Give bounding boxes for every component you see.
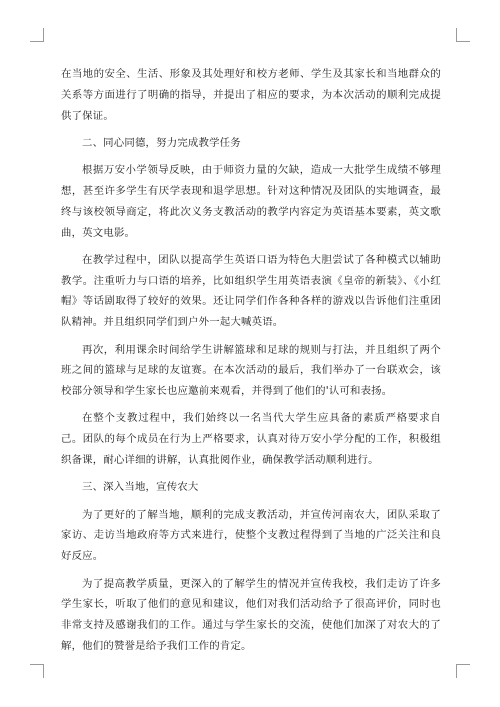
crop-mark-bottom-right (456, 664, 470, 678)
paragraph: 在整个支教过程中，我们始终以一名当代大学生应具备的素质严格要求自己。团队的每个成员在行为上严格要求，认真对待万安小学分配的工作，积极组织备课，耐心详细的讲解，认真批阅作业，确保教学活动顺利进行。 (61, 412, 441, 467)
paragraph: 在教学过程中，团队以提高学生英语口语为特色大胆尝试了各种模式以辅助教学。注重听力与口语的培养，比如组织学生用英语表演《皇帝的新装》、《小红帽》等话剧取得了较好的效果。还让同学们作各种各样的游戏以告诉他们注重团队精神。并且组织同学们到户外一起大喊英语。 (61, 253, 441, 329)
document-body (61, 64, 441, 663)
paragraph: 为了更好的了解当地，顺利的完成支教活动，并宣传河南农大，团队采取了家访、走访当地政府等方式来进行，使整个支教过程得到了当地的广泛关注和良好反应。 (61, 508, 441, 563)
section-heading-three: 三、深入当地，宣传农大 (82, 481, 199, 494)
section-heading-two: 二、同心同德，努力完成教学任务 (82, 136, 241, 149)
paragraph: 再次，利用课余时间给学生讲解篮球和足球的规则与打法，并且组织了两个班之间的篮球与足球的友谊赛。在本次活动的最后，我们举办了一台联欢会，该校部分领导和学生家长也应邀前来观看，并得到了他们的'认可和表扬。 (61, 343, 441, 398)
crop-mark-bottom-left (30, 664, 44, 678)
paragraph: 根据万安小学领导反映，由于师资力量的欠缺，造成一大批学生成绩不够理想，甚至许多学生有厌学表现和退学思想。针对这种情况及团队的实地调查，最终与该校领导商定，将此次义务支教活动的教学内容定为英语基本要素，英文歌曲，英文电影。 (61, 164, 441, 239)
crop-mark-top-right (456, 28, 470, 42)
paragraph-continuation: 在当地的安全、生活、形象及其处理好和校方老师、学生及其家长和当地群众的关系等方面进行了明确的指导，并提出了相应的要求，为本次活动的顺利完成提供了保证。 (61, 68, 441, 122)
crop-mark-top-left (30, 28, 44, 42)
paragraph: 为了提高教学质量，更深入的了解学生的情况并宣传我校，我们走访了许多学生家长，听取了他们的意见和建议，他们对我们活动给予了很高评价，同时也非常支持及感谢我们的工作。通过与学生家长的交流，使他们加深了对农大的了解，他们的赞誉是给予我们工作的肯定。 (61, 577, 441, 652)
